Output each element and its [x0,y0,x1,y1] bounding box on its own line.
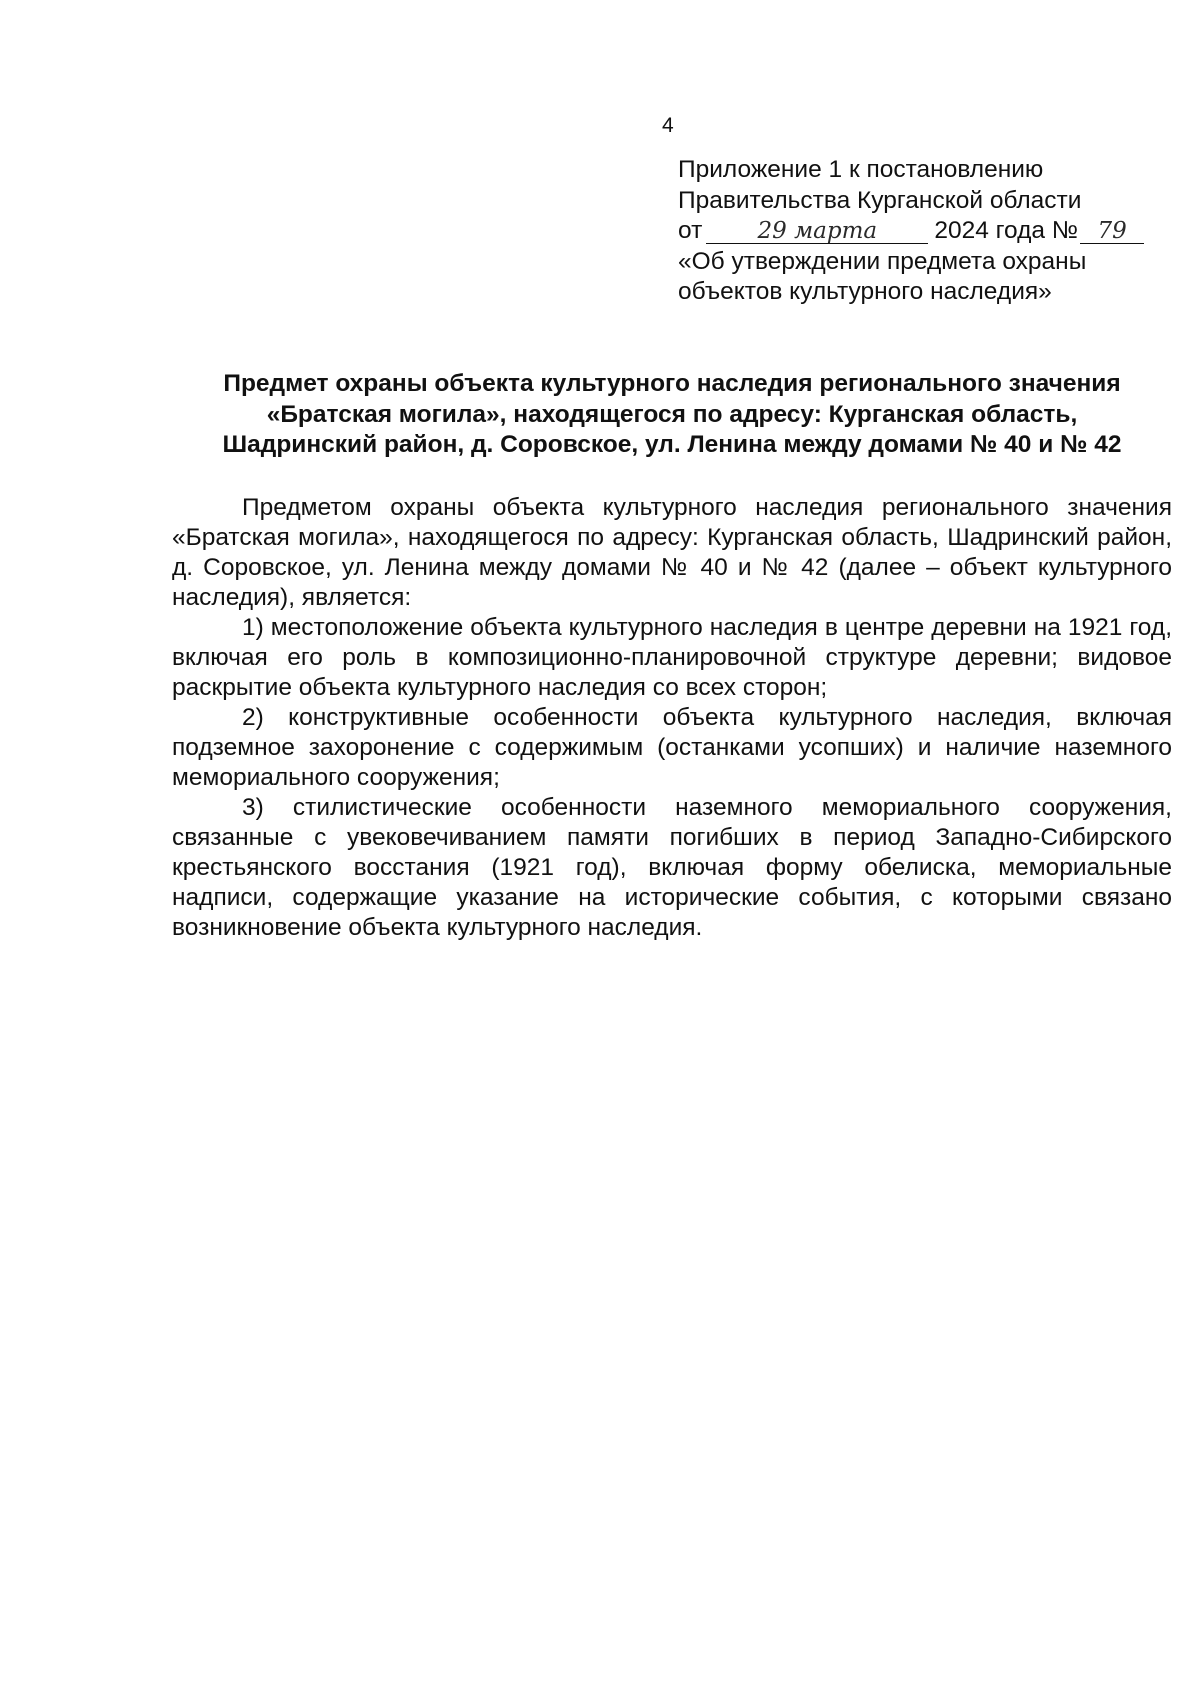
item-1-paragraph: 1) местоположение объекта культурного наследия в центре деревни на 1921 год, включая его роль в композиционно-планировочной структуре деревни; видовое раскрытие объекта культурного наследия со всех сторон; [172,614,1172,701]
appendix-line-4: «Об утверждении предмета охраны [678,247,1087,275]
title-line-2: «Братская могила», находящегося по адресу: Курганская область, [266,400,1078,428]
handwritten-date: 29 марта [706,219,928,244]
appendix-line-2: Правительства Курганской области [678,186,1082,214]
document-body [172,493,1172,943]
title-line-3: Шадринский район, д. Соровское, ул. Ленина между домами № 40 и № 42 [222,431,1122,458]
item-2-paragraph: 2) конструктивные особенности объекта культурного наследия, включая подземное захоронение с содержимым (останками усопших) и наличие наземного мемориального сооружения; [172,704,1172,791]
handwritten-number: 79 [1080,219,1144,244]
intro-paragraph: Предметом охраны объекта культурного наследия регионального значения «Братская могила», находящегося по адресу: Курганская область, Шадринский район, д. Соровское, ул. Ленина между домами № 40 и № 42 (далее – объект культурного наследия), является: [172,494,1172,611]
item-3-paragraph: 3) стилистические особенности наземного мемориального сооружения, связанные с увековечиванием памяти погибших в период Западно-Сибирского крестьянского восстания (1921 год), включая форму обелиска, мемориальные надписи, содержащие указание на исторические события, с которыми связано возникновение объекта культурного наследия. [172,794,1172,941]
appendix-line-1: Приложение 1 к постановлению [678,156,1044,183]
document-title [172,369,1172,461]
page-number: 4 [662,114,674,137]
year-label: 2024 года № [934,217,1079,244]
appendix-date-line [678,216,1158,247]
title-line-1: Предмет охраны объекта культурного наследия регионального значения [223,370,1121,397]
appendix-header [678,155,1158,308]
appendix-line-5: объектов культурного наследия» [678,278,1052,305]
from-label: от [678,217,703,244]
